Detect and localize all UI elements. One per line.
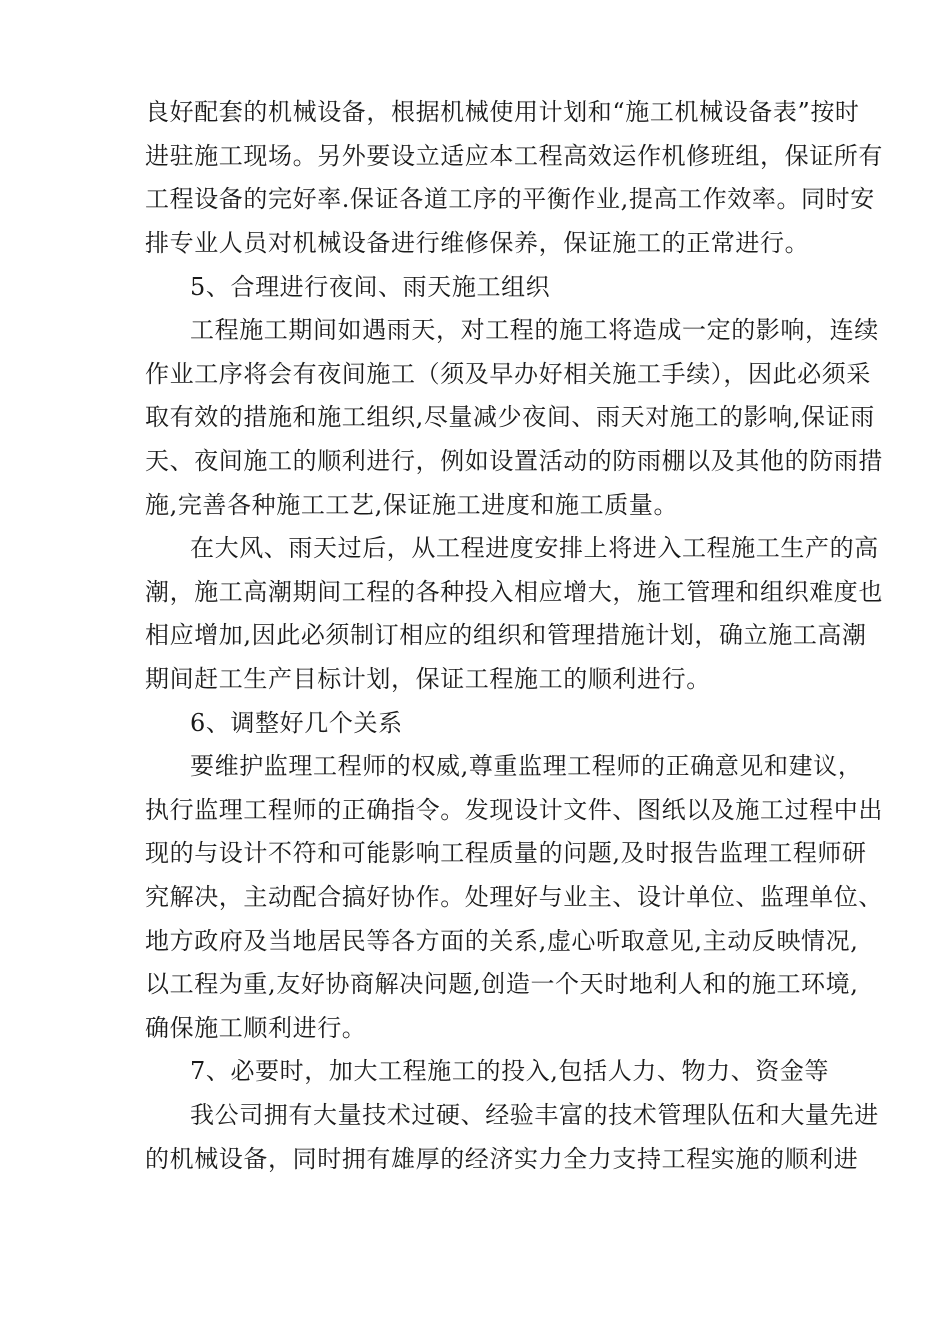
text-line: 确保施工顺利进行。 — [145, 1014, 367, 1042]
text-line: 地方政府及当地居民等各方面的关系,虚心听取意见,主动反映情况, — [145, 927, 859, 955]
section-heading-7: 7、必要时，加大工程施工的投入,包括人力、物力、资金等 — [190, 1057, 830, 1085]
text-line: 究解决，主动配合搞好协作。处理好与业主、设计单位、监理单位、 — [145, 883, 883, 911]
section-heading-6: 6、调整好几个关系 — [190, 709, 403, 737]
text-line: 要维护监理工程师的权威,尊重监理工程师的正确意见和建议， — [190, 752, 863, 780]
section-heading-5: 5、合理进行夜间、雨天施工组织 — [190, 273, 551, 301]
text-line: 工程设备的完好率.保证各道工序的平衡作业,提高工作效率。同时安 — [145, 185, 875, 213]
text-line: 的机械设备，同时拥有雄厚的经济实力全力支持工程实施的顺利进 — [145, 1145, 859, 1173]
text-line: 相应增加,因此必须制订相应的组织和管理措施计划，确立施工高潮 — [145, 621, 867, 649]
text-line: 执行监理工程师的正确指令。发现设计文件、图纸以及施工过程中出 — [145, 796, 883, 824]
text-line: 天、夜间施工的顺利进行，例如设置活动的防雨棚以及其他的防雨措 — [145, 447, 883, 475]
text-line: 良好配套的机械设备，根据机械使用计划和“施工机械设备表”按时 — [145, 98, 860, 126]
text-line: 潮，施工高潮期间工程的各种投入相应增大，施工管理和组织难度也 — [145, 578, 883, 606]
text-line: 以工程为重,友好协商解决问题,创造一个天时地利人和的施工环境, — [145, 970, 859, 998]
text-line: 我公司拥有大量技术过硬、经验丰富的技术管理队伍和大量先进 — [190, 1101, 879, 1129]
text-line: 取有效的措施和施工组织,尽量减少夜间、雨天对施工的影响,保证雨 — [145, 403, 875, 431]
text-line: 工程施工期间如遇雨天，对工程的施工将造成一定的影响，连续 — [190, 316, 879, 344]
text-line: 现的与设计不符和可能影响工程质量的问题,及时报告监理工程师研 — [145, 839, 867, 867]
text-line: 在大风、雨天过后，从工程进度安排上将进入工程施工生产的高 — [190, 534, 879, 562]
text-line: 排专业人员对机械设备进行维修保养，保证施工的正常进行。 — [145, 229, 810, 257]
text-line: 期间赶工生产目标计划，保证工程施工的顺利进行。 — [145, 665, 711, 693]
text-line: 作业工序将会有夜间施工（须及早办好相关施工手续），因此必须采 — [145, 360, 871, 388]
text-line: 施,完善各种施工工艺,保证施工进度和施工质量。 — [145, 491, 679, 519]
text-line: 进驻施工现场。另外要设立适应本工程高效运作机修班组，保证所有 — [145, 142, 883, 170]
